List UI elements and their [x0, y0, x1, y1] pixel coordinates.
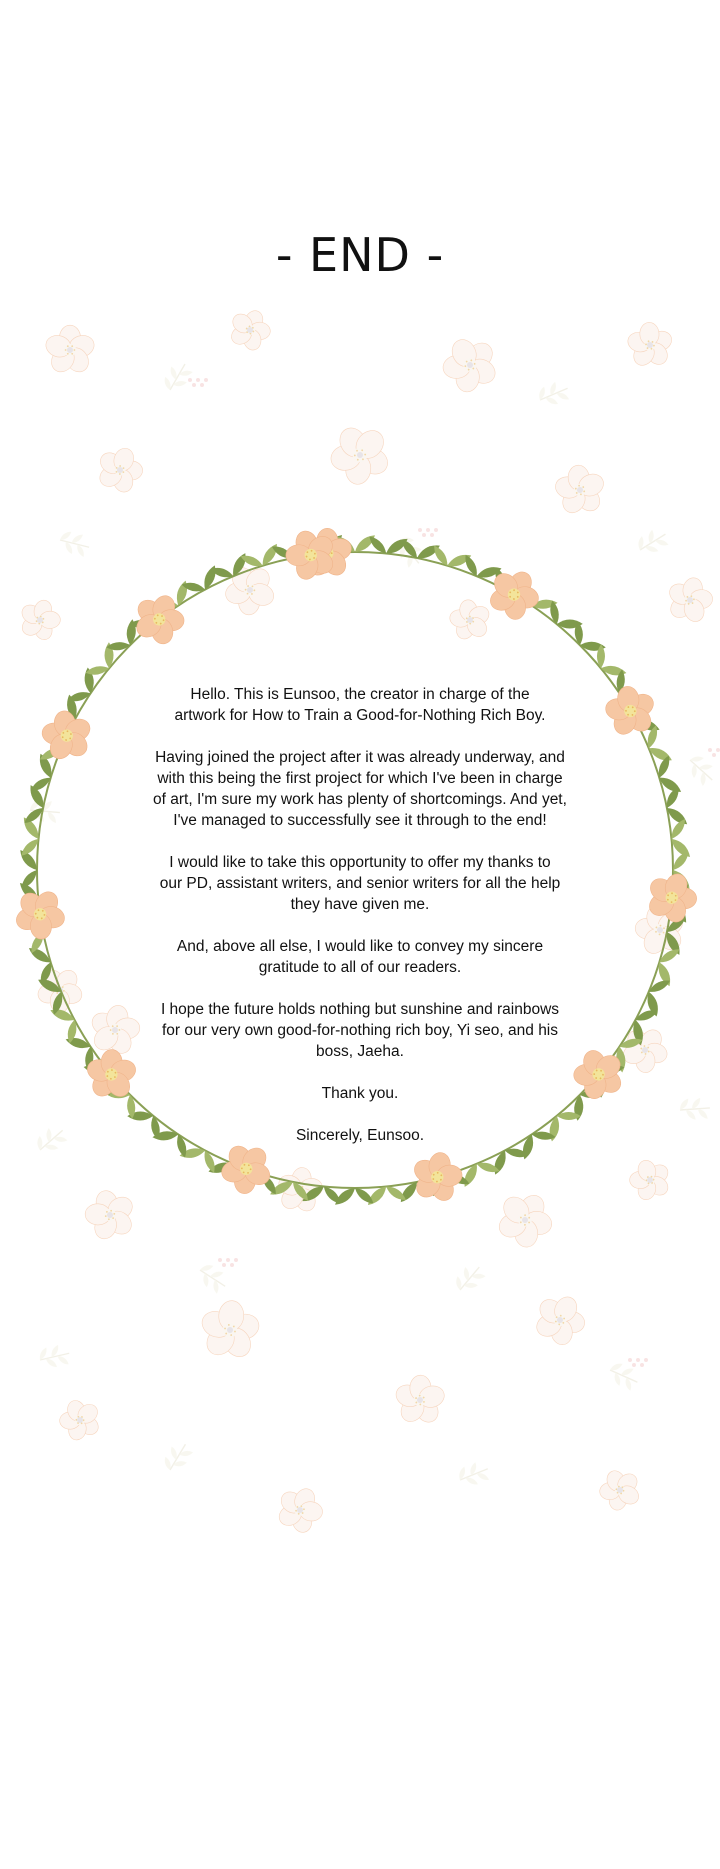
letter-signature: Sincerely, Eunsoo.: [295, 1127, 425, 1144]
creator-letter: [120, 684, 600, 1167]
letter-paragraph-project: Having joined the project after it was already underway, and with this being the first project for which I've been in charge of art, I'm sure my work has plenty of shortcomings. And yet, I've managed to successfully see it through to the end!: [153, 749, 567, 829]
letter-paragraph-wish: I hope the future holds nothing but sunshine and rainbows for our very own good-for-nothing rich boy, Yi seo, and his boss, Jaeha.: [160, 1001, 560, 1060]
letter-paragraph-greeting: Hello. This is Eunsoo, the creator in charge of the artwork for How to Train a Good-for-Nothing Rich Boy.: [174, 686, 546, 724]
letter-paragraph-thanks-readers: And, above all else, I would like to convey my sincere gratitude to all of our readers.: [176, 938, 544, 976]
letter-thank-you: Thank you.: [321, 1085, 399, 1102]
end-title: - END -: [275, 228, 445, 282]
letter-paragraph-thanks-team: I would like to take this opportunity to offer my thanks to our PD, assistant writers, and senior writers for all the help they have given me.: [159, 854, 561, 913]
